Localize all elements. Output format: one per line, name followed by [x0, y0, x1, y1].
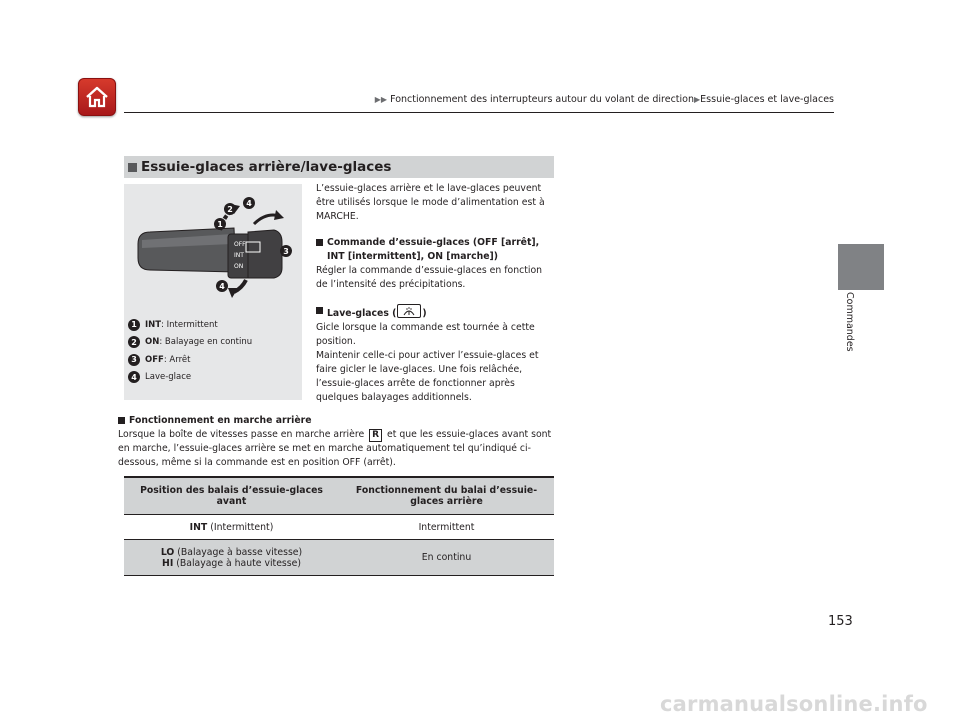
callout-4-bottom	[216, 280, 228, 292]
switch-label-off: OFF	[234, 241, 246, 248]
lave-section	[316, 304, 556, 405]
number-badge: 3	[128, 354, 140, 366]
table-cell: INT (Intermittent)	[189, 521, 274, 533]
svg-text:3: 3	[283, 247, 289, 256]
callout-3	[280, 245, 292, 257]
marche-arriere-section	[118, 414, 558, 470]
table-cell: LO (Balayage à basse vitesse) HI (Balayage à haute vitesse)	[160, 546, 303, 569]
legend-desc: Lave-glace	[145, 372, 192, 383]
bullet-square-icon	[316, 239, 323, 246]
breadcrumb-item[interactable]: Essuie-glaces et lave-glaces	[700, 94, 834, 105]
callout-2	[224, 203, 236, 215]
table-header-row	[124, 476, 554, 515]
callout-4-top	[243, 197, 255, 209]
bullet-square-icon	[118, 417, 125, 424]
svg-text:2: 2	[227, 205, 233, 214]
section-title: Essuie-glaces arrière/lave-glaces	[141, 159, 392, 175]
table-row	[124, 540, 554, 576]
page-number: 153	[828, 614, 853, 629]
rear-wiper-table	[124, 476, 554, 576]
lave-heading: Lave-glaces ( )	[316, 304, 556, 321]
gear-r-key: R	[369, 429, 382, 442]
table-header-cell: Fonctionnement du balai d’essuie-glaces arrière	[355, 485, 538, 507]
table-cell: Intermittent	[418, 521, 475, 533]
legend-item	[128, 369, 252, 387]
washer-icon	[397, 304, 421, 318]
switch-label-on: ON	[234, 263, 244, 270]
breadcrumb: ▶▶ Fonctionnement des interrupteurs autour du volant de direction▶Essuie-glaces et lave-glaces	[374, 94, 834, 105]
lave-text-2: Maintenir celle-ci pour activer l’essuie-glaces et faire gicler le lave-glaces. Une fois relâchée, l’essuie-glaces arrête de fonctionner après quelques balayages additionnels.	[316, 350, 539, 403]
legend-desc: : Balayage en continu	[159, 337, 253, 348]
home-icon	[84, 85, 110, 109]
number-badge: 1	[128, 319, 140, 331]
intro-text: L’essuie-glaces arrière et le lave-glaces peuvent être utilisés lorsque le mode d’alimentation est à MARCHE.	[316, 183, 545, 222]
table-row	[124, 515, 554, 540]
legend-key: ON	[145, 337, 160, 348]
breadcrumb-item[interactable]: Fonctionnement des interrupteurs autour du volant de direction	[390, 94, 695, 105]
svg-text:4: 4	[219, 282, 225, 291]
legend-item	[128, 316, 252, 334]
table-header-cell: Position des balais d’essuie-glaces avant	[140, 485, 323, 507]
legend-key: INT	[145, 319, 162, 330]
commande-heading: Commande d’essuie-glaces (OFF [arrêt], INT [intermittent], ON [marche])	[316, 236, 556, 264]
chapter-label: Commandes	[844, 292, 855, 352]
callout-1	[214, 218, 226, 230]
table-cell: En continu	[421, 552, 472, 563]
legend-item	[128, 334, 252, 352]
home-button[interactable]	[78, 78, 116, 116]
wiper-lever-illustration	[124, 184, 302, 314]
number-badge: 2	[128, 336, 140, 348]
marche-arriere-heading: Fonctionnement en marche arrière	[118, 414, 558, 428]
figure-legend	[128, 316, 252, 386]
legend-item	[128, 351, 252, 369]
chapter-tab[interactable]	[838, 244, 884, 290]
switch-label-int: INT	[234, 252, 244, 259]
commande-section	[316, 236, 556, 292]
svg-text:1: 1	[217, 220, 223, 229]
bullet-square-icon	[128, 163, 137, 172]
bullet-square-icon	[316, 307, 323, 314]
number-badge: 4	[128, 371, 140, 383]
legend-key: OFF	[145, 354, 164, 365]
section-header	[124, 156, 554, 178]
legend-desc: : Intermittent	[161, 319, 218, 330]
svg-text:4: 4	[246, 199, 252, 208]
header-divider	[124, 112, 834, 113]
watermark: carmanualsonline.info	[660, 692, 928, 716]
lave-text-1: Gicle lorsque la commande est tournée à cette position.	[316, 322, 535, 347]
legend-desc: : Arrêt	[163, 354, 191, 365]
marche-arriere-text: Lorsque la boîte de vitesses passe en marche arrière R et que les essuie-glaces avant sont en marche, l’essuie-glaces arrière se met en marche automatiquement tel qu’indiqué ci-dessous, même si la commande est en position OFF (arrêt).	[118, 429, 552, 468]
commande-text: Régler la commande d’essuie-glaces en fonction de l’intensité des précipitations.	[316, 265, 543, 290]
